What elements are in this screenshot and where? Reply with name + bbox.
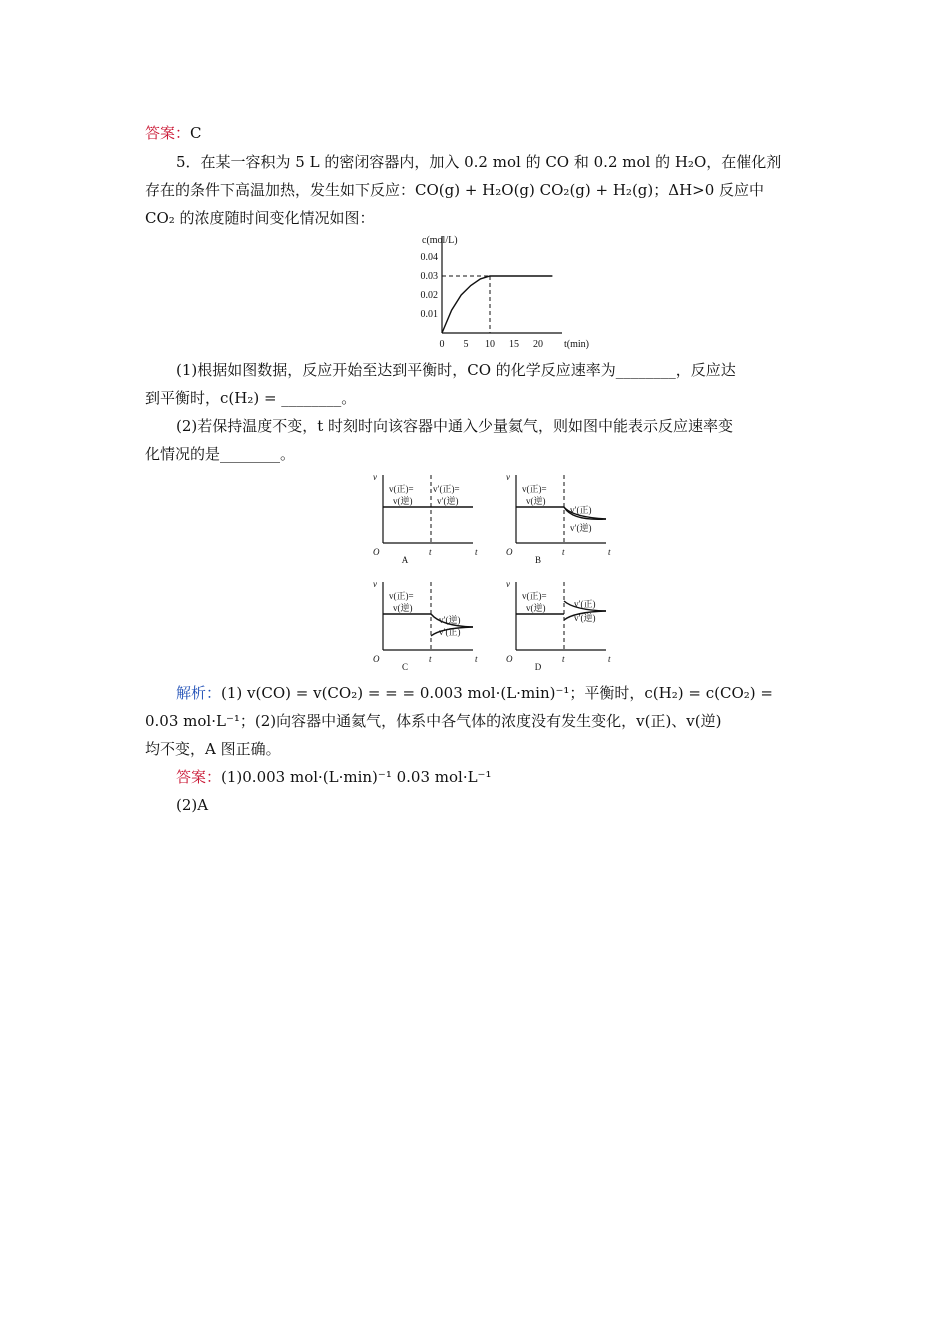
y-tick-label: 0.03 bbox=[420, 271, 438, 282]
sub-question-1-line-2: 到平衡时，c(H₂) = ________。 bbox=[145, 389, 357, 407]
question-5-line-1: 5．在某一容积为 5 L 的密闭容器内，加入 0.2 mol 的 CO 和 0.2 mol 的 H₂O，在催化剂 bbox=[176, 153, 782, 171]
rate-graph-D bbox=[506, 579, 611, 672]
v-reverse-label: v(逆) bbox=[393, 496, 413, 506]
question-5-line-2: 存在的条件下高温加热，发生如下反应：CO(g) + H₂O(g) CO₂(g) + H₂(g)；ΔH>0 反应中 bbox=[145, 181, 765, 199]
question-5-line-3: CO₂ 的浓度随时间变化情况如图： bbox=[145, 209, 375, 227]
v1-reverse-label: v′(逆) bbox=[437, 496, 459, 506]
x-tick-label: 5 bbox=[463, 339, 469, 350]
rate-graph-B bbox=[506, 472, 611, 565]
v-forward-label: v(正)= bbox=[389, 591, 414, 601]
t-axis-label: t bbox=[608, 547, 611, 557]
x-tick-label: 15 bbox=[509, 339, 519, 350]
x-tick-label: 0 bbox=[439, 339, 445, 350]
v-reverse-label: v(逆) bbox=[393, 603, 413, 613]
sub-question-2-line-2: 化情况的是________。 bbox=[145, 445, 296, 463]
analysis-label: 解析： bbox=[176, 684, 222, 702]
v1-forward-label: v′(正) bbox=[574, 599, 596, 609]
analysis-line-1 bbox=[176, 683, 841, 703]
v-axis-label: v bbox=[506, 579, 510, 589]
answer-5-text-1: (1)0.003 mol·(L·min)⁻¹ 0.03 mol·L⁻¹ bbox=[221, 768, 492, 786]
graph-label: A bbox=[401, 555, 409, 565]
v1-forward-label: v′(正)= bbox=[433, 484, 460, 494]
v1-forward-label: v′(正) bbox=[439, 627, 461, 637]
t-mark-label: t bbox=[562, 654, 565, 664]
origin-label: O bbox=[506, 654, 513, 664]
v1-reverse-label: v′(逆) bbox=[570, 523, 592, 533]
y-axis-label: c(mol/L) bbox=[422, 235, 458, 246]
t-mark-label: t bbox=[429, 654, 432, 664]
x-axis-label: t(min) bbox=[564, 339, 589, 350]
t-axis-label: t bbox=[475, 654, 478, 664]
t-mark-label: t bbox=[562, 547, 565, 557]
v-reverse-label: v(逆) bbox=[526, 603, 546, 613]
v1-reverse-label: v′(逆) bbox=[574, 613, 596, 623]
origin-label: O bbox=[506, 547, 513, 557]
v-axis-label: v bbox=[373, 579, 377, 589]
v-axis-label: v bbox=[506, 472, 510, 482]
sub-question-2-line-1: (2)若保持温度不变，t 时刻时向该容器中通入少量氦气，则如图中能表示反应速率变 bbox=[176, 417, 734, 435]
graph-label: C bbox=[401, 662, 409, 672]
y-tick-label: 0.01 bbox=[420, 309, 438, 320]
answer-4 bbox=[145, 123, 810, 143]
v-forward-label: v(正)= bbox=[522, 591, 547, 601]
concentration-chart bbox=[395, 228, 595, 353]
v1-forward-label: v′(正) bbox=[570, 505, 592, 515]
rate-graphs bbox=[370, 470, 620, 680]
x-tick-label: 10 bbox=[485, 339, 495, 350]
v-forward-label: v(正)= bbox=[522, 484, 547, 494]
answer-5-line-2: (2)A bbox=[176, 796, 209, 814]
graph-label: B bbox=[534, 555, 542, 565]
t-mark-label: t bbox=[429, 547, 432, 557]
t-axis-label: t bbox=[475, 547, 478, 557]
analysis-line-3: 均不变，A 图正确。 bbox=[145, 740, 281, 758]
v-forward-label: v(正)= bbox=[389, 484, 414, 494]
rate-graph-C bbox=[373, 579, 478, 672]
analysis-line-2: 0.03 mol·L⁻¹；(2)向容器中通氦气，体系中各气体的浓度没有发生变化，v(正)、v(逆) bbox=[145, 712, 722, 730]
answer-label: 答案： bbox=[145, 124, 191, 142]
v1-reverse-label: v′(逆) bbox=[439, 615, 461, 625]
x-tick-label: 20 bbox=[533, 339, 543, 350]
y-tick-label: 0.04 bbox=[420, 252, 438, 263]
t-axis-label: t bbox=[608, 654, 611, 664]
v-reverse-label: v(逆) bbox=[526, 496, 546, 506]
analysis-text-1: (1) v(CO) = v(CO₂) = = = 0.003 mol·(L·min)⁻¹；平衡时，c(H₂) = c(CO₂) = bbox=[221, 684, 773, 702]
v-axis-label: v bbox=[373, 472, 377, 482]
answer-value: C bbox=[190, 124, 202, 142]
concentration-curve bbox=[442, 276, 552, 333]
rate-graph-A bbox=[373, 472, 478, 565]
origin-label: O bbox=[373, 654, 380, 664]
graph-label: D bbox=[534, 662, 542, 672]
answer-label: 答案： bbox=[176, 768, 222, 786]
answer-5-line-1 bbox=[176, 767, 841, 787]
sub-question-1-line-1: (1)根据如图数据，反应开始至达到平衡时，CO 的化学反应速率为________，反应达 bbox=[176, 361, 736, 379]
origin-label: O bbox=[373, 547, 380, 557]
y-tick-label: 0.02 bbox=[420, 290, 438, 301]
